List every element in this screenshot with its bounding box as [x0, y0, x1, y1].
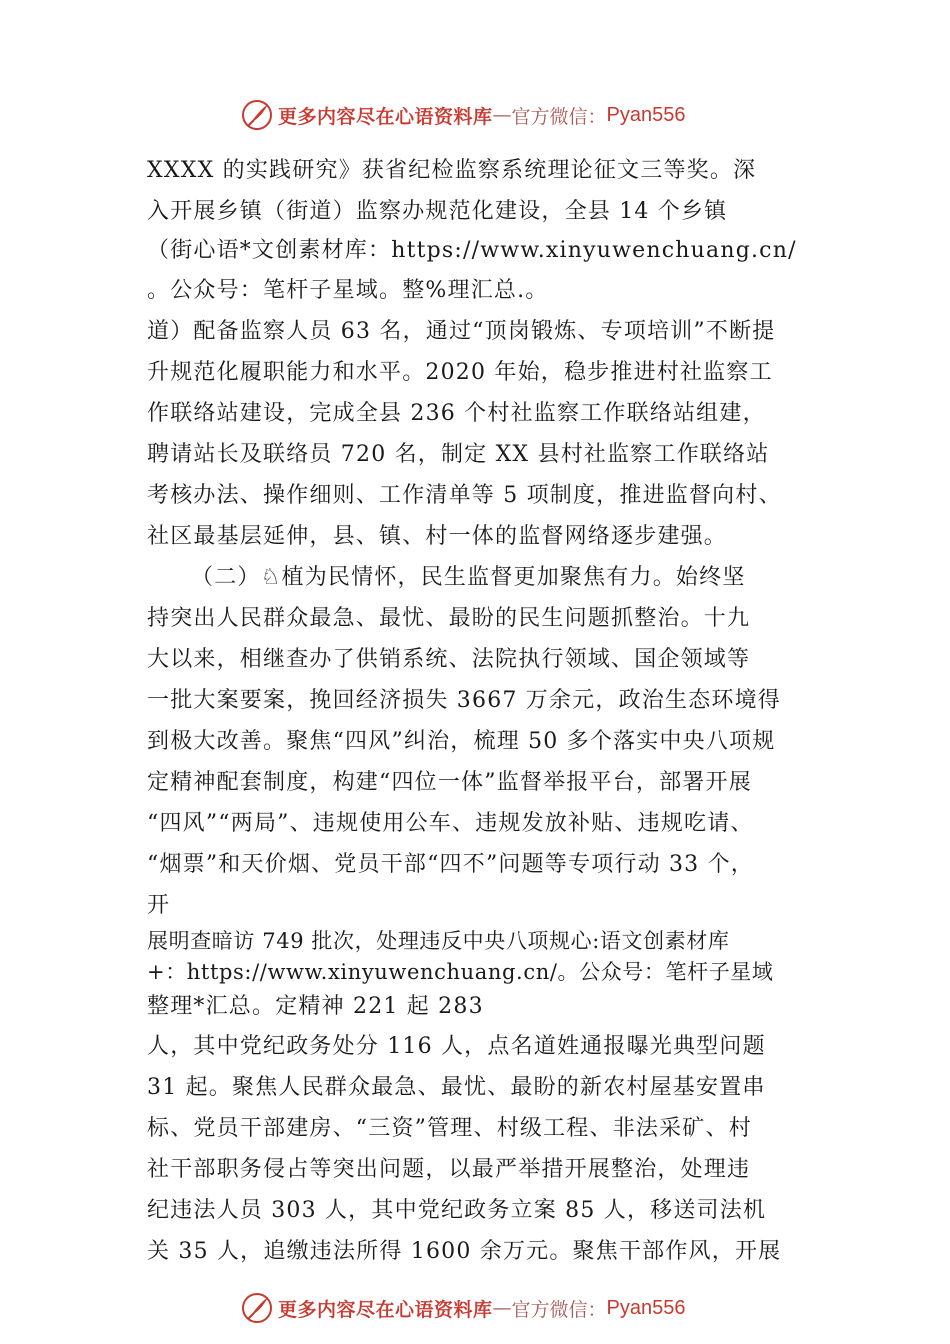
banner-separator: —: [492, 104, 512, 126]
text-line: 聘请站长及联络员 720 名，制定 XX 县村社监察工作联络站: [147, 442, 770, 467]
text-line: +：https://www.xinyuwenchuang.cn/。公众号：笔杆子星域: [147, 960, 774, 984]
text-line: 社干部职务侵占等突出问题，以最严举措开展整治，处理违: [147, 1157, 751, 1182]
text-line: “四风”“两局”、违规使用公车、违规发放补贴、违规吃请、: [147, 811, 754, 836]
text-line: （街心语*文创素材库：https://www.xinyuwenchuang.cn/: [147, 238, 797, 263]
text-line: 道）配备监察人员 63 名，通过“顶岗锻炼、专项培训”不断提: [147, 319, 776, 344]
text-line: 社区最基层延伸，县、镇、村一体的监督网络逐步建强。: [147, 524, 728, 549]
text-line: 纪违法人员 303 人，其中党纪政务立案 85 人，移送司法机: [147, 1198, 767, 1223]
text-line: 31 起。聚焦人民群众最急、最忧、最盼的新农村屋基安置串: [147, 1075, 766, 1100]
text-line: 。公众号：笔杆子星域。整%理汇总.。: [147, 278, 549, 303]
banner-wechat-label: 官方微信：: [511, 1298, 607, 1321]
text-line: 整理*汇总。定精神 221 起 283: [147, 994, 484, 1019]
header-banner: [240, 97, 686, 133]
body-text: [147, 150, 847, 1272]
text-line: 展明查暗访 749 批次，处理违反中央八项规心:语文创素材库: [147, 929, 730, 953]
banner-wechat-id: Pyan556: [606, 103, 686, 126]
text-line: 持突出人民群众最急、最忧、最盼的民生问题抓整治。十九: [147, 606, 751, 631]
footer-banner: [240, 1290, 686, 1326]
banner-wechat-id: Pyan556: [606, 1296, 686, 1319]
text-line: 开: [147, 893, 171, 918]
text-line: 人，其中党纪政务处分 116 人，点名道姓通报曝光典型问题: [147, 1034, 766, 1059]
text-line: 定精神配套制度，构建“四位一体”监督举报平台，部署开展: [147, 770, 752, 795]
text-line: 标、党员干部建房、“三资”管理、村级工程、非法采矿、村: [147, 1116, 752, 1141]
text-line: 作联络站建设，完成全县 236 个村社监察工作联络站组建，: [147, 401, 766, 426]
paragraph-heading-line: （二）♘植为民情怀，民生监督更加聚焦有力。始终坚: [191, 565, 746, 590]
text-line: “烟票”和天价烟、党员干部“四不”问题等专项行动 33 个，: [147, 852, 754, 877]
banner-separator: —: [492, 1297, 512, 1319]
text-line: 升规范化履职能力和水平。2020 年始，稳步推进村社监察工: [147, 360, 773, 385]
quill-logo-icon: [240, 98, 274, 132]
text-line: XXXX 的实践研究》获省纪检监察系统理论征文三等奖。深: [147, 158, 757, 183]
quill-logo-icon: [240, 1291, 274, 1325]
text-line: 入开展乡镇（街道）监察办规范化建设，全县 14 个乡镇: [147, 199, 728, 224]
text-line: 考核办法、操作细则、工作清单等 5 项制度，推进监督向村、: [147, 483, 782, 508]
text-line: 到极大改善。聚焦“四风”纠治，梳理 50 多个落实中央八项规: [147, 729, 776, 754]
banner-wechat-label: 官方微信：: [511, 105, 607, 128]
text-line: 大以来，相继查办了供销系统、法院执行领域、国企领域等: [147, 647, 751, 672]
banner-brand-text: 更多内容尽在心语资料库: [278, 1298, 493, 1321]
text-line: 一批大案要案，挽回经济损失 3667 万余元，政治生态环境得: [147, 688, 781, 713]
banner-brand-text: 更多内容尽在心语资料库: [278, 105, 493, 128]
text-line: 关 35 人，追缴违法所得 1600 余万元。聚焦干部作风，开展: [147, 1239, 782, 1264]
